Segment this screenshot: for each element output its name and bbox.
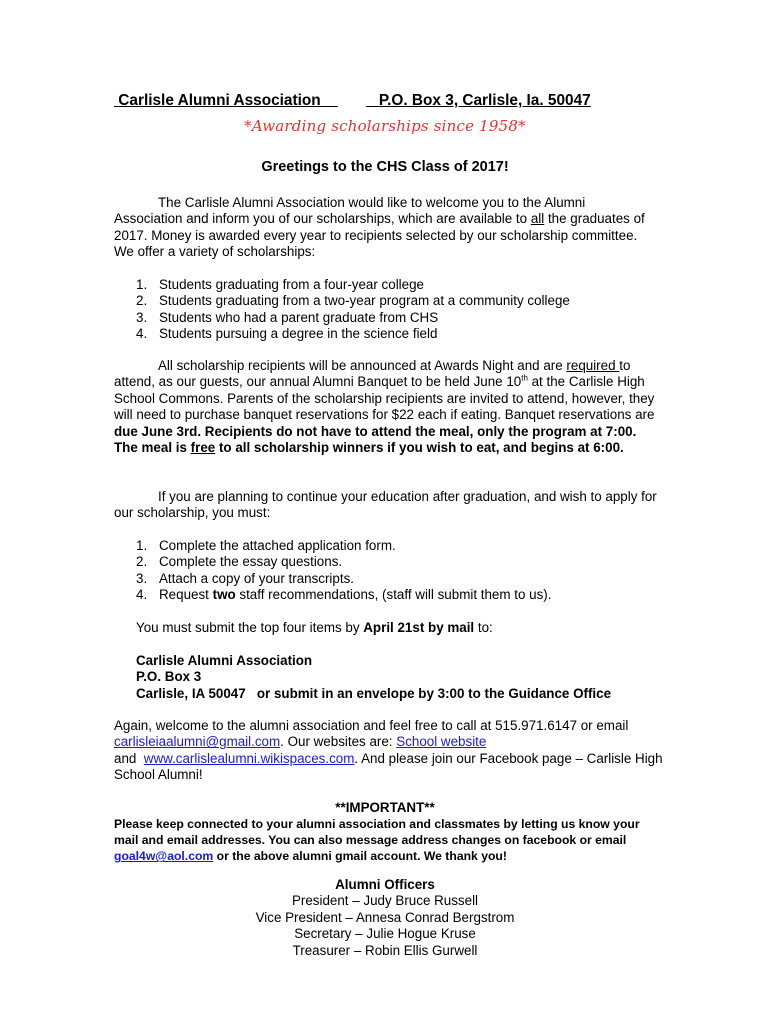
awards-paragraph: All scholarship recipients will be announced at Awards Night and are required to attend, as our guests, our annual Alumni Banquet to be held June 10th at the Carlisle High School Commons. Parents of the scholarship recipients are invited to attend, however, they will need to purchase banquet reservations for $22 each if eating. Banquet reservations are due June 3rd. Recipients do not have to attend the meal, only the program at 7:00. The meal is free to all scholarship winners if you wish to eat, and begins at 6:00. <box>114 358 655 456</box>
list-item: 1. Complete the attached application form. <box>136 538 396 553</box>
officers-title: Alumni Officers <box>335 877 435 892</box>
address-line: P.O. Box 3 <box>136 669 202 685</box>
list-item: 4. Students pursuing a degree in the science field <box>136 326 438 342</box>
list-item: 3. Attach a copy of your transcripts. <box>136 570 354 586</box>
tagline: *Awarding scholarships since 1958* <box>244 117 526 135</box>
list-item: 4. Request two staff recommendations, (staff will submit them to us). <box>136 587 552 603</box>
submit-line: You must submit the top four items by April 21st by mail to: <box>136 620 493 635</box>
address-line: Carlisle Alumni Association <box>136 653 313 668</box>
school-website-link[interactable]: School website <box>396 734 487 750</box>
mailing-address <box>136 653 696 702</box>
list-item: 2. Students graduating from a two-year program at a community college <box>136 293 570 309</box>
officer-item: President – Judy Bruce Russell <box>291 893 479 909</box>
header-org: Carlisle Alumni Association <box>118 92 321 109</box>
welcome-paragraph: Again, welcome to the alumni association and feel free to call at 515.971.6147 or email carlisleiaalumni@gmail.com. Our websites are: School website and www.carlislealumni.wikispaces.com. And please join our Facebook page – Carlisle High School Alumni! <box>114 718 663 783</box>
apply-paragraph: If you are planning to continue your education after graduation, and wish to apply for our scholarship, you must: <box>114 489 657 521</box>
steps-list <box>136 538 676 604</box>
officer-item: Vice President – Annesa Conrad Bergstrom <box>255 909 515 925</box>
officers-block <box>0 877 770 959</box>
address-line: Carlisle, IA 50047 or submit in an envelope by 3:00 to the Guidance Office <box>136 685 612 701</box>
important-title: **IMPORTANT** <box>335 800 435 815</box>
list-item: 2. Complete the essay questions. <box>136 554 343 570</box>
contact-email-link[interactable]: goal4w@aol.com <box>114 849 214 864</box>
alumni-email-link[interactable]: carlisleiaalumni@gmail.com <box>114 734 281 750</box>
list-item: 1. Students graduating from a four-year college <box>136 277 424 292</box>
list-item: 3. Students who had a parent graduate from CHS <box>136 309 439 325</box>
important-paragraph: Please keep connected to your alumni association and classmates by letting us know your mail and email addresses. You can also message address changes on facebook or email goal4w@aol.com or the above alumni gmail account. We thank you! <box>114 817 640 864</box>
scholarship-list <box>136 277 656 343</box>
intro-paragraph: The Carlisle Alumni Association would like to welcome you to the Alumni Association and inform you of our scholarships, which are available to all the graduates of 2017. Money is awarded every year to recipients selected by our scholarship committee. We offer a variety of scholarships: <box>114 195 645 260</box>
greeting: Greetings to the CHS Class of 2017! <box>261 159 509 175</box>
wiki-website-link[interactable]: www.carlislealumni.wikispaces.com <box>143 750 355 766</box>
officer-item: Treasurer – Robin Ellis Gurwell <box>292 942 478 958</box>
header-address: P.O. Box 3, Carlisle, Ia. 50047 <box>378 92 591 109</box>
officer-item: Secretary – Julie Hogue Kruse <box>294 926 476 942</box>
